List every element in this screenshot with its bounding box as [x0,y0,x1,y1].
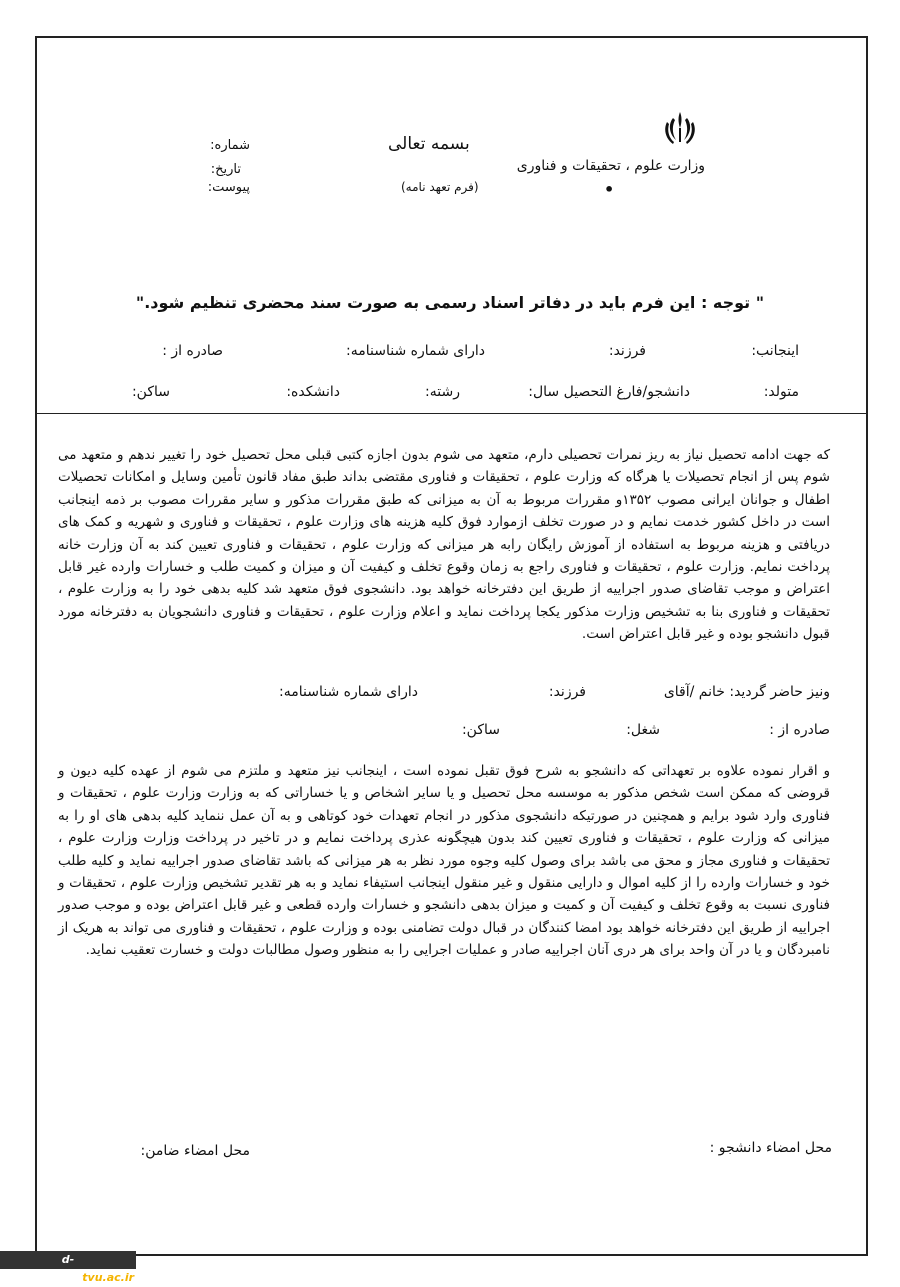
field-major: رشته: [425,384,460,400]
ministry-name: وزارت علوم ، تحقیقات و فناوری [516,158,705,174]
field-child-of: فرزند: [608,343,646,359]
basmala: بسمه تعالی [388,134,470,154]
student-commitment-paragraph: که جهت ادامه تحصیل نیاز به ریز نمرات تحصیلی دارم، متعهد می شوم بدون اجازه کتبی قبلی محل تحصیل خود را تغییر ندهم و متعهد می شوم پس از انجام تحصیلات یا هرگاه که وزارت علوم ، تحقیقات و فناوری مقتضی بداند طبق مفاد قانون تأمین وسایل و امکانات تحصیلات اطفال و جوانان ایرانی مصوب ۱۳۵۲و مقررات مربوط به آن به میزانی که طبق مقررات مذکور و سایر مقررات مصوب بر ذمه اینجانب است در داخل کشور خدمت نمایم و در صورت تخلف ازموارد فوق کلیه هزینه های وزارت علوم ، تحقیقات و فناوری و شهریه و کمک های دریافتی و هزینه مربوط به استفاده از آموزش رایگان رابه هر میزانی که وزارت علوم ، تحقیقات و فناوری تعیین کند به آن وزارت خانه پرداخت نمایم. وزارت علوم ، تحقیقات و فناوری راجع به زمان وقوع تخلف و کیفیت آن و میزان و کمیت طلب و خسارات وارده غیر قابل اعتراض و موجب تقاضای صدور اجراییه از طریق این دفترخانه خواهد بود. دانشجوی فوق متعهد شد کلیه بدهی خود را به وزارت علوم ، تحقیقات و فناوری بنا به تشخیص وزارت مذکور یکجا پرداخت نماید و اعلام وزارت علوم ، تحقیقات و فناوری دانشجویان به دفترخانه مورد قبول دانشجو بوده و غیر قابل اعتراض است. [58,447,830,643]
attachment-label: پیوست: [207,180,250,195]
field-undersigned: اینجانب: [751,343,799,359]
number-label: شماره: [210,138,250,153]
form-type: (فرم تعهد نامه) [401,180,479,194]
header-mark: • [604,180,615,199]
date-label: تاریخ: [210,162,241,177]
page-border [35,36,868,1256]
student-signature-label: محل امضاء دانشجو : [709,1140,832,1156]
field-faculty: دانشکده: [286,384,340,400]
field-born: متولد: [763,384,799,400]
field-student-status: دانشجو/فارغ التحصیل سال: [528,384,690,400]
guarantor-id-number: دارای شماره شناسنامه: [279,684,418,700]
source-watermark: d-kermanshah.tvu.ac.ir [1,1253,135,1284]
guarantor-issued-from: صادره از : [769,722,830,738]
field-issued-from: صادره از : [162,343,223,359]
field-resident: ساکن: [131,384,170,400]
guarantor-present: ونیز حاضر گردید: خانم /آقای [663,684,830,700]
guarantor-job: شغل: [626,722,660,738]
guarantor-resident: ساکن: [461,722,500,738]
field-id-number: دارای شماره شناسنامه: [346,343,485,359]
notarization-notice: " توجه : این فرم باید در دفاتر اسناد رسمی به صورت سند محضری تنظیم شود." [135,293,765,312]
guarantor-child-of: فرزند: [548,684,586,700]
section-divider [35,413,866,414]
iran-emblem-icon [661,108,699,148]
guarantor-signature-label: محل امضاء ضامن: [140,1143,250,1159]
guarantor-commitment-paragraph: و اقرار نموده علاوه بر تعهداتی که دانشجو به شرح فوق تقبل نموده است ، اینجانب نیز متعهد و ملتزم می شوم از عهده کلیه دیون و قروضی که ممکن است شخص مذکور به موسسه محل تحصیل و یا سایر اشخاص و یا خساراتی که به وزارت وزارت علوم ، تحقیقات و فناوری وارد شود برایم و همچنین در صورتیکه دانشجوی مذکور در انجام تعهدات خود کوتاهی و به آن عمل ننماید کلیه بدهی های او را به میزانی که وزارت علوم ، تحقیقات و فناوری تعیین کند بدون هیچگونه عذری پرداخت نمایم و در تاخیر در پرداخت وزارت وزارت علوم ، تحقیقات و فناوری مجاز و محق می باشد برای وصول کلیه وجوه مورد نظر به هر میزانی که باشد تقاضای صدور اجراییه نماید و کلیه طلب خود و خسارات وارده را از کلیه اموال و دارایی منقول و غیر منقول اینجانب استیفاء نماید و به هر تقدیر تشخیص وزارت علوم ، تحقیقات و فناوری نسبت به وقوع تخلف و کیفیت آن و کمیت و میزان بدهی دانشجو و خسارات وارده قطعی و غیر قابل اعتراض بوده و موجب صدور اجراییه از طریق این دفترخانه خواهد بود امضا کنندگان در قبال دولت تضامنی بوده و وزارت علوم ، تحقیقات و فناوری می تواند به هریک از نامبردگان و یا در آن واحد برای هر دری آنان اجراییه صادر و عملیات اجرایی را به منظور وصول مطالبات دولت و خسارت تعقیب نماید. [58,763,830,959]
